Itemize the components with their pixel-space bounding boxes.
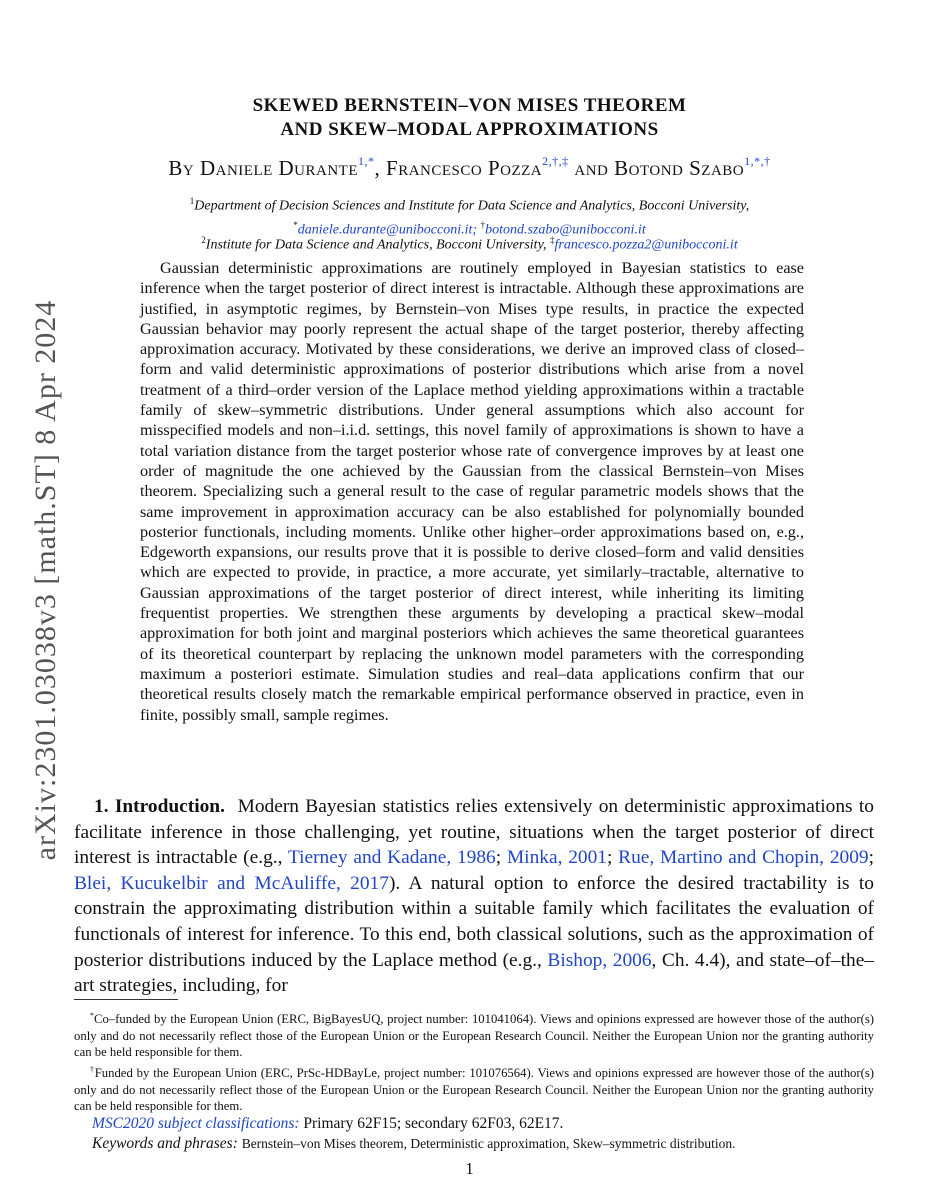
arxiv-id[interactable]: arXiv:2301.03038v3 [math.ST] 8 Apr 2024 xyxy=(29,299,62,861)
intro-text-3: , Ch. 4.4), and state–of–the–art strategies, including, for xyxy=(74,949,874,997)
author-durante: Daniele Durante xyxy=(199,156,359,180)
affil-1-mark: 1 xyxy=(189,196,195,206)
affil-2-mark: 2 xyxy=(201,235,206,245)
email-pozza-link[interactable]: francesco.pozza2@unibocconi.it xyxy=(554,237,738,253)
by-word: By xyxy=(168,156,195,180)
intro-text-2: ). A natural option to enforce the desired tractability is to constrain the approximating distribution within a suitable family which facilitates the evaluation of functionals of interest for inference. To this end, both classical solutions, such as the approximation of posterior distributions induced by the Laplace method (e.g., xyxy=(74,872,874,971)
citation-rue-martino-chopin[interactable]: Rue, Martino and Chopin, 2009 xyxy=(618,847,869,869)
msc-value: Primary 62F15; secondary 62F03, 62E17. xyxy=(303,1115,564,1132)
msc-label-link[interactable]: MSC2020 subject classifications: xyxy=(92,1115,300,1132)
citation-bishop[interactable]: Bishop, 2006 xyxy=(547,949,652,971)
footnote-1-text: Co–funded by the European Union (ERC, BigBayesUQ, project number: 101041064). Views and opinions expressed are however those of the author(s) only and do not necessarily reflect those of the European Union or the European Research Council. Neither the European Union nor the granting authority can be held responsible for them. xyxy=(74,1012,874,1060)
citation-minka[interactable]: Minka, 2001 xyxy=(506,847,607,869)
email-durante-link[interactable]: daniele.durante@unibocconi.it; xyxy=(297,222,478,238)
paper-title xyxy=(0,94,939,142)
and-word: and xyxy=(574,156,609,180)
author-pozza-marks[interactable]: 2,†,‡ xyxy=(542,154,569,168)
email-1-mark: * xyxy=(293,219,298,230)
email-2-mark: † xyxy=(480,219,486,230)
footnote-2-mark: † xyxy=(90,1065,95,1074)
title-line-2: AND SKEW–MODAL APPROXIMATIONS xyxy=(280,119,659,140)
footnote-2 xyxy=(74,1062,874,1115)
author-pozza: Francesco Pozza xyxy=(386,156,543,180)
introduction-paragraph: 1. Introduction. Modern Bayesian statistics relies extensively on deterministic approximations to facilitate inference in those challenging, yet routine, situations when the target posterior of direct interest is intractable (e.g., Tierney and Kadane, 1986; Minka, 2001; Rue, Martino and Chopin, 2009; Blei, Kucukelbir and McAuliffe, 2017). A natural option to enforce the desired tractability is to constrain the approximating distribution within a suitable family which facilitates the evaluation of functionals of interest for inference. To this end, both classical solutions, such as the approximation of posterior distributions induced by the Laplace method (e.g., Bishop, 2006, Ch. 4.4), and state–of–the–art strategies, including, for xyxy=(74,796,874,997)
affil-2-text: Institute for Data Science and Analytics, Bocconi University, xyxy=(205,237,547,253)
footnote-2-text: Funded by the European Union (ERC, PrSc-HDBayLe, project number: 101076564). Views and opinions expressed are however those of the author(s) only and do not necessarily reflect those of the European Union or the European Research Council. Neither the European Union nor the granting authority can be held responsible for them. xyxy=(74,1066,874,1114)
footnote-1-mark: * xyxy=(90,1011,94,1020)
title-line-1: SKEWED BERNSTEIN–VON MISES THEOREM xyxy=(252,95,687,116)
email-3-mark: ‡ xyxy=(550,235,555,245)
footnote-1 xyxy=(74,1008,874,1061)
page-number: 1 xyxy=(465,1159,474,1178)
email-szabo-link[interactable]: botond.szabo@unibocconi.it xyxy=(485,222,646,238)
abstract: Gaussian deterministic approximations are routinely employed in Bayesian statistics to ease inference when the target posterior of direct interest is intractable. Although these approximations are justified, in asymptotic regimes, by Bernstein–von Mises type results, in practice the expected Gaussian behavior may poorly represent the actual shape of the target posterior, thereby affecting approximation accuracy. Motivated by these considerations, we derive an improved class of closed–form and valid deterministic approximations of posterior distributions which arise from a novel treatment of a third–order version of the Laplace method yielding approximations within a tractable family of skew–symmetric distributions. Under general assumptions which also account for misspecified models and non–i.i.d. settings, this novel family of approximations is shown to have a total variation distance from the target posterior whose rate of convergence improves by at least one order of magnitude the one achieved by the Gaussian from the classical Bernstein–von Mises theorem. Specializing such a general result to the case of regular parametric models shows that the same improvement in approximation accuracy can be also established for polynomially bounded posterior functionals, including moments. Unlike other higher–order approximations based on, e.g., Edgeworth expansions, our results prove that it is possible to derive closed–form and valid densities which are expected to provide, in practice, a more accurate, yet similarly–tractable, alternative to Gaussian approximations of the target posterior of direct interest, while inheriting its limiting frequentist properties. We strengthen these arguments by developing a practical skew–modal approximation for both joint and marginal posteriors which achieves the same theoretical guarantees of its theoretical counterpart by replacing the unknown model parameters with the corresponding maximum a posteriori estimate. Simulation studies and real–data applications confirm that our theoretical results closely match the remarkable empirical performance observed in practice, even in finite, possibly small, sample regimes. xyxy=(140,259,804,724)
citation-tierney-kadane[interactable]: Tierney and Kadane, 1986 xyxy=(287,847,496,869)
author-szabo: Botond Szabo xyxy=(614,156,745,180)
section-heading-introduction: 1. Introduction. xyxy=(94,796,225,817)
author-line: By Daniele Durante$^{1,*}$, Francesco Pozza$^{2,\dagger,\ddagger}$ and Botond Szabo$^{1,*,\dagger}$ xyxy=(168,154,771,180)
msc-classifications xyxy=(92,1114,563,1134)
affiliation-2 xyxy=(0,231,939,255)
intro-text-1: Modern Bayesian statistics relies extensively on deterministic approximations to facilitate inference in those challenging, yet routine, situations when the target posterior of direct interest is intractable (e.g., xyxy=(74,796,874,869)
keywords xyxy=(92,1134,736,1154)
author-szabo-marks[interactable]: 1,*,† xyxy=(744,154,771,168)
keywords-label: Keywords and phrases: xyxy=(92,1135,238,1152)
footnote-divider xyxy=(74,999,178,1000)
keywords-value: Bernstein–von Mises theorem, Deterministic approximation, Skew–symmetric distribution. xyxy=(241,1136,736,1151)
citation-blei-kucukelbir-mcauliffe[interactable]: Blei, Kucukelbir and McAuliffe, 2017 xyxy=(74,872,389,894)
affil-1-text: Department of Decision Sciences and Institute for Data Science and Analytics, Bocconi University, xyxy=(194,198,750,214)
author-durante-marks[interactable]: 1,* xyxy=(358,154,375,168)
